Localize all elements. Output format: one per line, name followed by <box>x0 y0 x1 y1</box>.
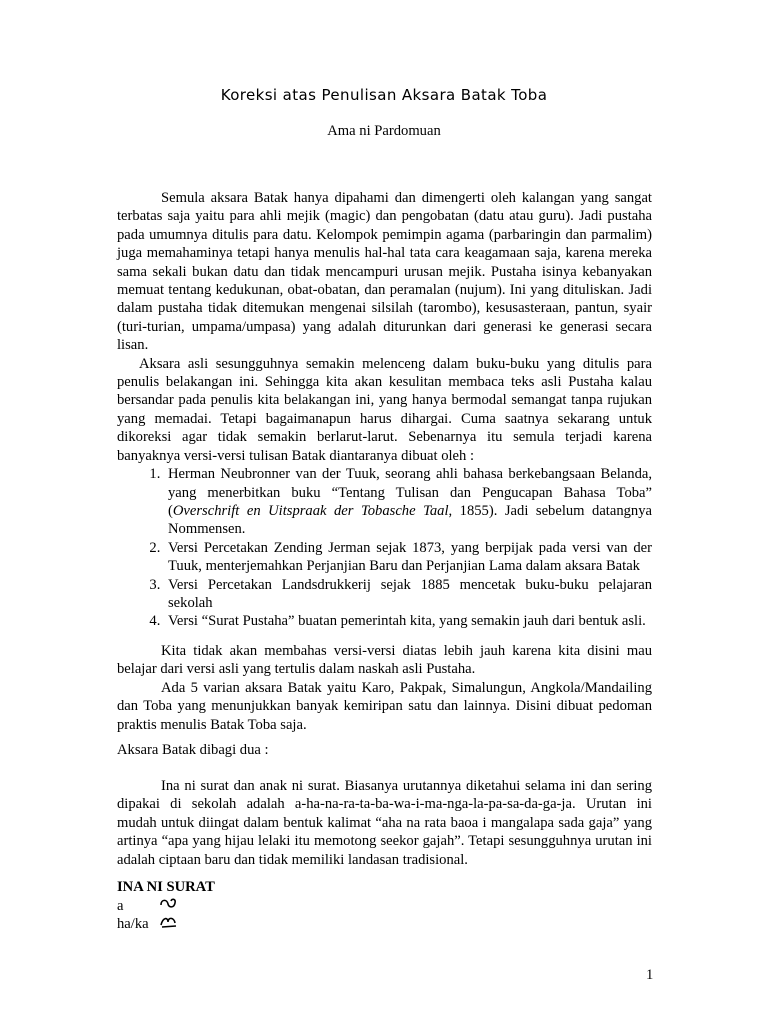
paragraph-3: Kita tidak akan membahas versi-versi diatas lebih jauh karena kita disini mau belajar dari versi asli yang tertulis dalam naskah asli Pustaha. <box>117 643 652 678</box>
paragraph-1: Semula aksara Batak hanya dipahami dan dimengerti oleh kalangan yang sangat terbatas saja yaitu para ahli mejik (magic) dan pengobatan (datu atau guru). Jadi pustaha pada umumnya ditulis para datu. Kelompok pemimpin agama (parbaringin dan parmalim) juga memahaminya tetapi hanya menulis hal-hal tata cara keagamaan saja, karena mereka sama sekali bukan datu dan tidak mencampuri urusan mejik. Pustaha isinya kebanyakan memuat tentang kedukunan, obat-obatan, dan peramalan (nujum). Ini yang dituliskan. Jadi dalam pustaha tidak ditemukan mengenai silsilah (tarombo), kesusasteraan, pantun, syair (turi-turian, umpama/umpasa) yang adalah diturunkan dari generasi ke generasi secara lisan. <box>117 190 652 354</box>
paragraph-6: Ina ni surat dan anak ni surat. Biasanya urutannya diketahui selama ini dan sering dipakai di sekolah adalah a-ha-na-ra-ta-ba-wa-i-ma-nga-la-pa-sa-da-ga-ja. Urutan ini mudah untuk diingat dalam bentuk kalimat “aha na rata baoa i mangalapa sada gaja” yang artinya “apa yang hijau lelaki itu memotong seekor gajah”. Tetapi sesungguhnya urutan ini adalah ciptaan baru dan tidak memiliki landasan tradisional. <box>117 778 652 868</box>
paragraph-2: Aksara asli sesungguhnya semakin melenceng dalam buku-buku yang ditulis para penulis belakangan ini. Sehingga kita akan kesulitan membaca teks asli Pustaha kalau bersandar pada penulis kita belakangan ini, yang hanya bermodal semangat tanpa rujukan yang memadai. Tetapi bagaimanapun harus dihargai. Cuma saatnya sekarang untuk dikoreksi agar tidak semakin berlarut-larut. Sebenarnya itu semula terjadi karena banyaknya versi-versi tulisan Batak diantaranya dibuat oleh : <box>117 355 652 464</box>
section-heading: INA NI SURAT <box>117 879 215 895</box>
list-item-1-text: Herman Neubronner van der Tuuk, seorang ahli bahasa berkebangsaan Belanda, yang menerbitkan buku “Tentang Tulisan dan Pengucapan Bahasa Toba” ( <box>168 466 652 519</box>
list-item: 3. Versi Percetakan Landsdrukkerij sejak 1885 mencetak buku-buku pelajaran sekolah <box>164 576 652 613</box>
body-section-3 <box>117 741 652 759</box>
batak-ha-glyph-icon <box>159 913 179 934</box>
symbol-label: ha/ka <box>117 915 149 932</box>
list-item <box>164 465 652 539</box>
paragraph-4: Ada 5 varian aksara Batak yaitu Karo, Pakpak, Simalungun, Angkola/Mandailing dan Toba yang menunjukkan banyak kemiripan satu dan lainnya. Disini dibuat pedoman praktis menulis Batak Toba saja. <box>117 679 652 733</box>
list-item: 4. Versi “Surat Pustaha” buatan pemerintah kita, yang semakin jauh dari bentuk asli. <box>164 612 652 630</box>
list-item-1-book-title: Overschrift en Uitspraak der Tobasche Taal <box>172 502 449 519</box>
version-list <box>117 465 652 631</box>
list-item-1-text-end: , 1855). Jadi sebelum datangnya Nommensen. <box>168 502 652 538</box>
paragraph-5: Aksara Batak dibagi dua : <box>117 742 269 758</box>
page-number: 1 <box>646 967 654 983</box>
symbol-row-ha <box>117 913 179 934</box>
list-item: 2. Versi Percetakan Zending Jerman sejak 1873, yang berpijak pada versi van der Tuuk, menterjemahkan Perjanjian Baru dan Perjanjian Lama dalam aksara Batak <box>164 539 652 576</box>
document-author: Ama ni Pardomuan <box>327 123 441 139</box>
body-section-2 <box>117 642 652 734</box>
body-section-1 <box>117 189 652 631</box>
body-section-4 <box>117 777 652 869</box>
symbol-label: a <box>117 897 124 914</box>
document-title: Koreksi atas Penulisan Aksara Batak Toba <box>220 86 548 104</box>
